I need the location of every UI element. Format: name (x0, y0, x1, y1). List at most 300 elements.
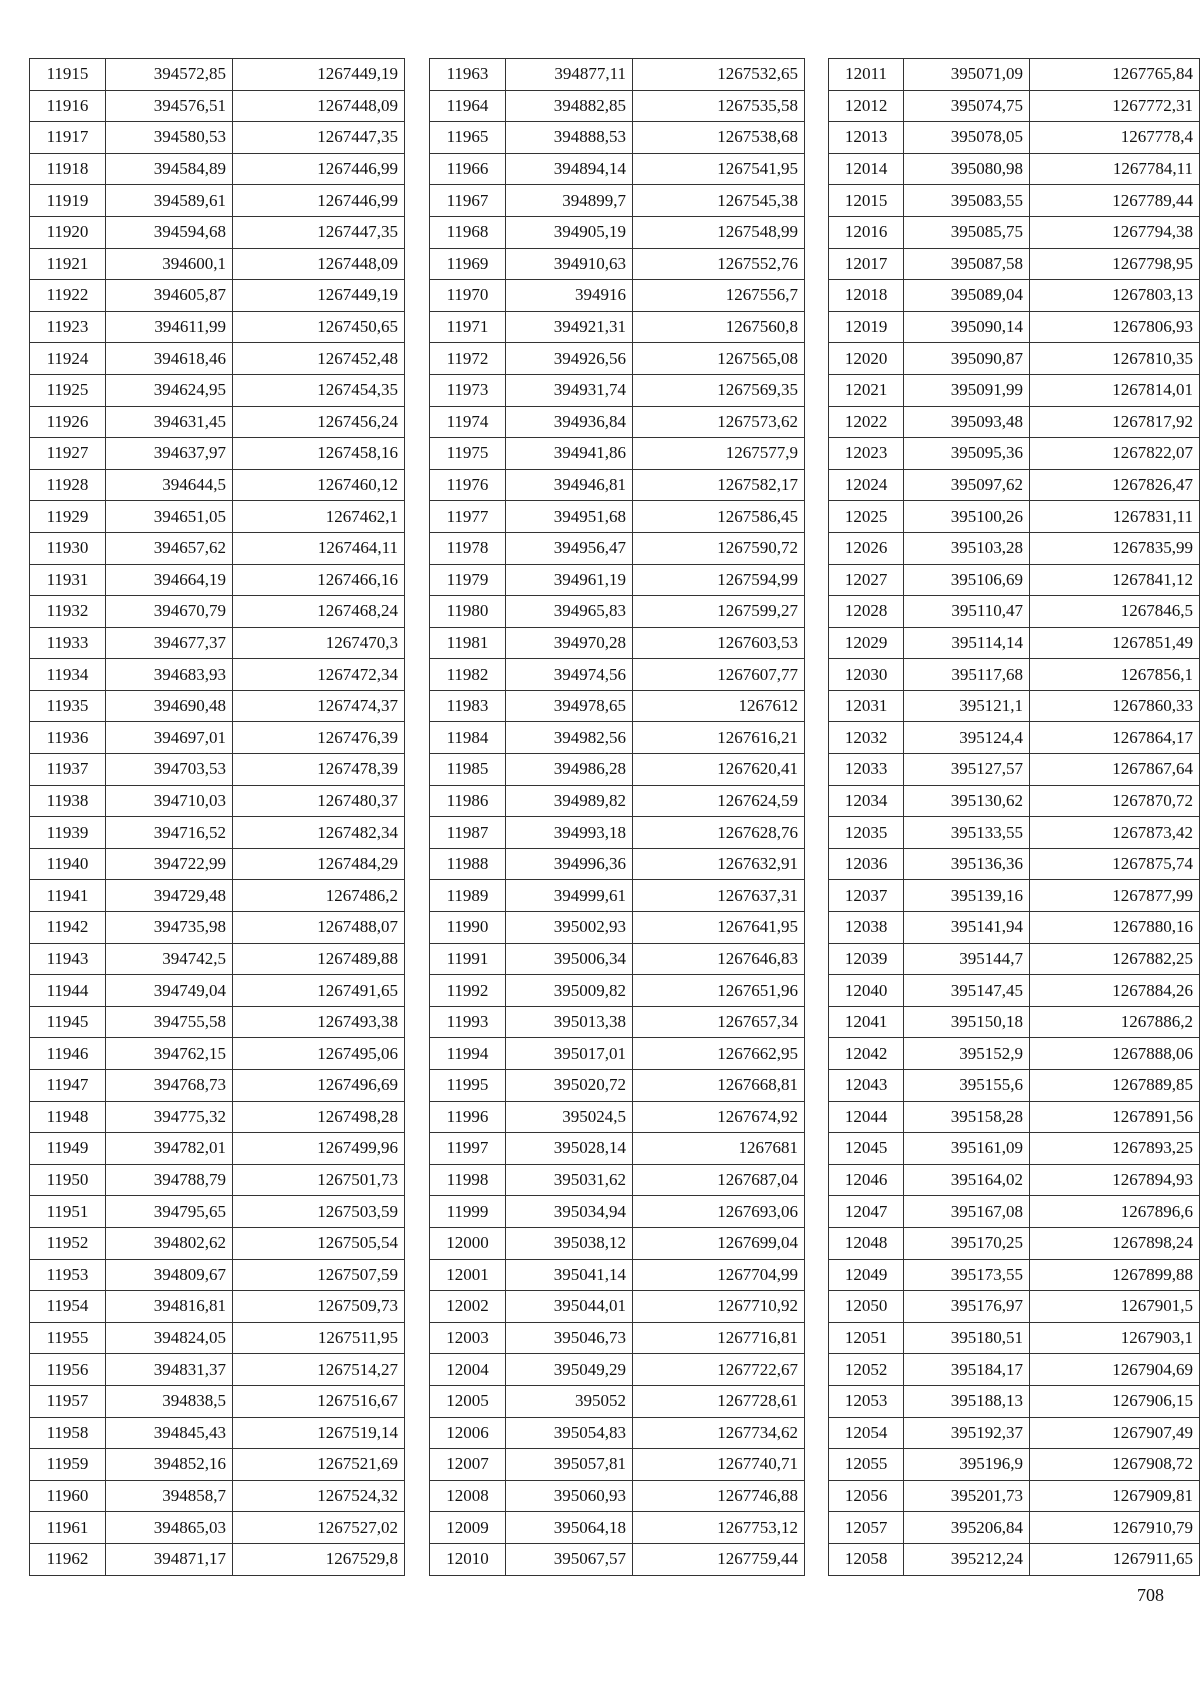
x-coordinate-cell: 394677,37 (106, 627, 233, 659)
table-row (30, 690, 405, 722)
point-number-cell: 11983 (430, 690, 506, 722)
y-coordinate-cell: 1267620,41 (633, 754, 805, 786)
y-coordinate-cell: 1267503,59 (233, 1196, 405, 1228)
x-coordinate-cell: 395206,84 (904, 1512, 1030, 1544)
table-row (30, 1070, 405, 1102)
y-coordinate-cell: 1267447,35 (233, 216, 405, 248)
x-coordinate-cell: 394670,79 (106, 596, 233, 628)
point-number-cell: 11920 (30, 216, 106, 248)
point-number-cell: 11976 (430, 469, 506, 501)
point-number-cell: 11937 (30, 754, 106, 786)
x-coordinate-cell: 395150,18 (904, 1006, 1030, 1038)
y-coordinate-cell: 1267814,01 (1030, 374, 1200, 406)
x-coordinate-cell: 394865,03 (106, 1512, 233, 1544)
y-coordinate-cell: 1267909,81 (1030, 1480, 1200, 1512)
y-coordinate-cell: 1267535,58 (633, 90, 805, 122)
table-row (30, 438, 405, 470)
x-coordinate-cell: 395161,09 (904, 1133, 1030, 1165)
table-row (30, 1196, 405, 1228)
table-row (430, 1449, 805, 1481)
table-row (30, 1227, 405, 1259)
x-coordinate-cell: 394683,93 (106, 659, 233, 691)
y-coordinate-cell: 1267646,83 (633, 943, 805, 975)
x-coordinate-cell: 394838,5 (106, 1385, 233, 1417)
y-coordinate-cell: 1267784,11 (1030, 153, 1200, 185)
x-coordinate-cell: 394905,19 (506, 216, 633, 248)
table-row (430, 374, 805, 406)
table-row (829, 122, 1200, 154)
y-coordinate-cell: 1267529,8 (233, 1543, 405, 1575)
point-number-cell: 11999 (430, 1196, 506, 1228)
y-coordinate-cell: 1267864,17 (1030, 722, 1200, 754)
point-number-cell: 11974 (430, 406, 506, 438)
y-coordinate-cell: 1267806,93 (1030, 311, 1200, 343)
table-row (829, 1101, 1200, 1133)
point-number-cell: 12033 (829, 754, 904, 786)
table-row (430, 848, 805, 880)
point-number-cell: 11928 (30, 469, 106, 501)
x-coordinate-cell: 394611,99 (106, 311, 233, 343)
y-coordinate-cell: 1267470,3 (233, 627, 405, 659)
point-number-cell: 11987 (430, 817, 506, 849)
table-row (30, 1480, 405, 1512)
x-coordinate-cell: 394961,19 (506, 564, 633, 596)
table-row (430, 1006, 805, 1038)
point-number-cell: 12011 (829, 59, 904, 91)
x-coordinate-cell: 394970,28 (506, 627, 633, 659)
table-row (430, 216, 805, 248)
y-coordinate-cell: 1267794,38 (1030, 216, 1200, 248)
point-number-cell: 11982 (430, 659, 506, 691)
y-coordinate-cell: 1267734,62 (633, 1417, 805, 1449)
y-coordinate-cell: 1267888,06 (1030, 1038, 1200, 1070)
x-coordinate-cell: 395114,14 (904, 627, 1030, 659)
table-row (30, 817, 405, 849)
point-number-cell: 12022 (829, 406, 904, 438)
x-coordinate-cell: 394993,18 (506, 817, 633, 849)
point-number-cell: 11966 (430, 153, 506, 185)
x-coordinate-cell: 395093,48 (904, 406, 1030, 438)
x-coordinate-cell: 395017,01 (506, 1038, 633, 1070)
x-coordinate-cell: 395080,98 (904, 153, 1030, 185)
table-row (430, 469, 805, 501)
point-number-cell: 12024 (829, 469, 904, 501)
x-coordinate-cell: 394936,84 (506, 406, 633, 438)
table-row (430, 1291, 805, 1323)
y-coordinate-cell: 1267474,37 (233, 690, 405, 722)
table-row (30, 975, 405, 1007)
y-coordinate-cell: 1267594,99 (633, 564, 805, 596)
y-coordinate-cell: 1267778,4 (1030, 122, 1200, 154)
point-number-cell: 12030 (829, 659, 904, 691)
point-number-cell: 12006 (430, 1417, 506, 1449)
table-row (430, 501, 805, 533)
point-number-cell: 12031 (829, 690, 904, 722)
x-coordinate-cell: 394916 (506, 280, 633, 312)
y-coordinate-cell: 1267456,24 (233, 406, 405, 438)
y-coordinate-cell: 1267632,91 (633, 848, 805, 880)
y-coordinate-cell: 1267493,38 (233, 1006, 405, 1038)
x-coordinate-cell: 395006,34 (506, 943, 633, 975)
y-coordinate-cell: 1267903,1 (1030, 1322, 1200, 1354)
x-coordinate-cell: 394775,32 (106, 1101, 233, 1133)
table-row (30, 185, 405, 217)
coordinates-table-3 (828, 58, 1200, 1576)
table-row (829, 1259, 1200, 1291)
point-number-cell: 12053 (829, 1385, 904, 1417)
point-number-cell: 12014 (829, 153, 904, 185)
point-number-cell: 11943 (30, 943, 106, 975)
x-coordinate-cell: 395013,38 (506, 1006, 633, 1038)
point-number-cell: 12036 (829, 848, 904, 880)
point-number-cell: 12000 (430, 1227, 506, 1259)
point-number-cell: 11927 (30, 438, 106, 470)
y-coordinate-cell: 1267901,5 (1030, 1291, 1200, 1323)
y-coordinate-cell: 1267910,79 (1030, 1512, 1200, 1544)
y-coordinate-cell: 1267674,92 (633, 1101, 805, 1133)
table-row (30, 1449, 405, 1481)
y-coordinate-cell: 1267870,72 (1030, 785, 1200, 817)
y-coordinate-cell: 1267466,16 (233, 564, 405, 596)
x-coordinate-cell: 395147,45 (904, 975, 1030, 1007)
x-coordinate-cell: 395117,68 (904, 659, 1030, 691)
y-coordinate-cell: 1267803,13 (1030, 280, 1200, 312)
table-row (430, 280, 805, 312)
y-coordinate-cell: 1267907,49 (1030, 1417, 1200, 1449)
table-row (829, 817, 1200, 849)
point-number-cell: 11997 (430, 1133, 506, 1165)
table-row (430, 627, 805, 659)
y-coordinate-cell: 1267607,77 (633, 659, 805, 691)
x-coordinate-cell: 395034,94 (506, 1196, 633, 1228)
table-row (829, 90, 1200, 122)
x-coordinate-cell: 395024,5 (506, 1101, 633, 1133)
x-coordinate-cell: 394996,36 (506, 848, 633, 880)
table-row (30, 627, 405, 659)
table-row (30, 59, 405, 91)
y-coordinate-cell: 1267687,04 (633, 1164, 805, 1196)
point-number-cell: 11980 (430, 596, 506, 628)
table-row (829, 501, 1200, 533)
table-row (829, 722, 1200, 754)
x-coordinate-cell: 394978,65 (506, 690, 633, 722)
y-coordinate-cell: 1267505,54 (233, 1227, 405, 1259)
point-number-cell: 11985 (430, 754, 506, 786)
x-coordinate-cell: 394852,16 (106, 1449, 233, 1481)
point-number-cell: 11924 (30, 343, 106, 375)
table-row (829, 848, 1200, 880)
table-row (30, 1164, 405, 1196)
x-coordinate-cell: 395044,01 (506, 1291, 633, 1323)
y-coordinate-cell: 1267891,56 (1030, 1101, 1200, 1133)
x-coordinate-cell: 395121,1 (904, 690, 1030, 722)
table-row (30, 1512, 405, 1544)
y-coordinate-cell: 1267882,25 (1030, 943, 1200, 975)
y-coordinate-cell: 1267577,9 (633, 438, 805, 470)
table-row (430, 122, 805, 154)
y-coordinate-cell: 1267458,16 (233, 438, 405, 470)
table-row (30, 532, 405, 564)
x-coordinate-cell: 395212,24 (904, 1543, 1030, 1575)
y-coordinate-cell: 1267478,39 (233, 754, 405, 786)
point-number-cell: 11939 (30, 817, 106, 849)
table-row (430, 1385, 805, 1417)
x-coordinate-cell: 394716,52 (106, 817, 233, 849)
point-number-cell: 11971 (430, 311, 506, 343)
x-coordinate-cell: 394982,56 (506, 722, 633, 754)
y-coordinate-cell: 1267710,92 (633, 1291, 805, 1323)
y-coordinate-cell: 1267573,62 (633, 406, 805, 438)
table-row (829, 596, 1200, 628)
y-coordinate-cell: 1267798,95 (1030, 248, 1200, 280)
x-coordinate-cell: 395071,09 (904, 59, 1030, 91)
y-coordinate-cell: 1267552,76 (633, 248, 805, 280)
x-coordinate-cell: 395106,69 (904, 564, 1030, 596)
table-row (430, 1070, 805, 1102)
y-coordinate-cell: 1267860,33 (1030, 690, 1200, 722)
x-coordinate-cell: 394618,46 (106, 343, 233, 375)
point-number-cell: 12056 (829, 1480, 904, 1512)
point-number-cell: 12025 (829, 501, 904, 533)
y-coordinate-cell: 1267817,92 (1030, 406, 1200, 438)
x-coordinate-cell: 394816,81 (106, 1291, 233, 1323)
y-coordinate-cell: 1267899,88 (1030, 1259, 1200, 1291)
table-row (30, 912, 405, 944)
x-coordinate-cell: 394809,67 (106, 1259, 233, 1291)
y-coordinate-cell: 1267480,37 (233, 785, 405, 817)
y-coordinate-cell: 1267488,07 (233, 912, 405, 944)
point-number-cell: 12034 (829, 785, 904, 817)
x-coordinate-cell: 395091,99 (904, 374, 1030, 406)
y-coordinate-cell: 1267693,06 (633, 1196, 805, 1228)
x-coordinate-cell: 394882,85 (506, 90, 633, 122)
table-row (30, 280, 405, 312)
table-row (30, 90, 405, 122)
y-coordinate-cell: 1267450,65 (233, 311, 405, 343)
point-number-cell: 11958 (30, 1417, 106, 1449)
point-number-cell: 11988 (430, 848, 506, 880)
table-row (30, 1133, 405, 1165)
y-coordinate-cell: 1267759,44 (633, 1543, 805, 1575)
point-number-cell: 11915 (30, 59, 106, 91)
y-coordinate-cell: 1267728,61 (633, 1385, 805, 1417)
x-coordinate-cell: 395144,7 (904, 943, 1030, 975)
x-coordinate-cell: 395020,72 (506, 1070, 633, 1102)
table-row (430, 1543, 805, 1575)
point-number-cell: 12044 (829, 1101, 904, 1133)
y-coordinate-cell: 1267877,99 (1030, 880, 1200, 912)
point-number-cell: 11995 (430, 1070, 506, 1102)
x-coordinate-cell: 394795,65 (106, 1196, 233, 1228)
table-row (30, 848, 405, 880)
table-row (829, 1417, 1200, 1449)
point-number-cell: 11998 (430, 1164, 506, 1196)
table-row (829, 216, 1200, 248)
point-number-cell: 12017 (829, 248, 904, 280)
point-number-cell: 11925 (30, 374, 106, 406)
x-coordinate-cell: 394624,95 (106, 374, 233, 406)
table-row (30, 343, 405, 375)
point-number-cell: 12018 (829, 280, 904, 312)
y-coordinate-cell: 1267462,1 (233, 501, 405, 533)
point-number-cell: 11944 (30, 975, 106, 1007)
table-row (829, 1354, 1200, 1386)
table-row (829, 754, 1200, 786)
point-number-cell: 11965 (430, 122, 506, 154)
y-coordinate-cell: 1267532,65 (633, 59, 805, 91)
y-coordinate-cell: 1267624,59 (633, 785, 805, 817)
table-row (829, 1227, 1200, 1259)
point-number-cell: 12051 (829, 1322, 904, 1354)
y-coordinate-cell: 1267704,99 (633, 1259, 805, 1291)
table-row (30, 1385, 405, 1417)
x-coordinate-cell: 394956,47 (506, 532, 633, 564)
table-row (829, 438, 1200, 470)
x-coordinate-cell: 395196,9 (904, 1449, 1030, 1481)
point-number-cell: 11934 (30, 659, 106, 691)
table-row (30, 880, 405, 912)
table-row (30, 469, 405, 501)
point-number-cell: 12005 (430, 1385, 506, 1417)
x-coordinate-cell: 394710,03 (106, 785, 233, 817)
point-number-cell: 11973 (430, 374, 506, 406)
table-row (829, 1006, 1200, 1038)
table-row (829, 1196, 1200, 1228)
point-number-cell: 11977 (430, 501, 506, 533)
x-coordinate-cell: 395158,28 (904, 1101, 1030, 1133)
table-row (829, 248, 1200, 280)
y-coordinate-cell: 1267637,31 (633, 880, 805, 912)
table-row (829, 1164, 1200, 1196)
x-coordinate-cell: 394831,37 (106, 1354, 233, 1386)
point-number-cell: 12007 (430, 1449, 506, 1481)
y-coordinate-cell: 1267472,34 (233, 659, 405, 691)
y-coordinate-cell: 1267484,29 (233, 848, 405, 880)
y-coordinate-cell: 1267541,95 (633, 153, 805, 185)
table-row (430, 311, 805, 343)
table-row (829, 785, 1200, 817)
y-coordinate-cell: 1267657,34 (633, 1006, 805, 1038)
y-coordinate-cell: 1267616,21 (633, 722, 805, 754)
y-coordinate-cell: 1267495,06 (233, 1038, 405, 1070)
table-row (30, 1259, 405, 1291)
y-coordinate-cell: 1267486,2 (233, 880, 405, 912)
x-coordinate-cell: 395176,97 (904, 1291, 1030, 1323)
point-number-cell: 12054 (829, 1417, 904, 1449)
point-number-cell: 12026 (829, 532, 904, 564)
table-row (829, 912, 1200, 944)
page-number: 708 (1137, 1585, 1164, 1605)
x-coordinate-cell: 394605,87 (106, 280, 233, 312)
point-number-cell: 11962 (30, 1543, 106, 1575)
x-coordinate-cell: 395028,14 (506, 1133, 633, 1165)
coordinates-table-1 (29, 58, 405, 1576)
y-coordinate-cell: 1267699,04 (633, 1227, 805, 1259)
point-number-cell: 11979 (430, 564, 506, 596)
point-number-cell: 11970 (430, 280, 506, 312)
point-number-cell: 11967 (430, 185, 506, 217)
table-row (430, 722, 805, 754)
table-row (430, 1512, 805, 1544)
y-coordinate-cell: 1267565,08 (633, 343, 805, 375)
y-coordinate-cell: 1267448,09 (233, 248, 405, 280)
x-coordinate-cell: 394572,85 (106, 59, 233, 91)
y-coordinate-cell: 1267507,59 (233, 1259, 405, 1291)
point-number-cell: 12020 (829, 343, 904, 375)
point-number-cell: 12010 (430, 1543, 506, 1575)
y-coordinate-cell: 1267681 (633, 1133, 805, 1165)
y-coordinate-cell: 1267538,68 (633, 122, 805, 154)
table-row (430, 59, 805, 91)
point-number-cell: 12052 (829, 1354, 904, 1386)
point-number-cell: 11947 (30, 1070, 106, 1102)
point-number-cell: 11916 (30, 90, 106, 122)
point-number-cell: 12039 (829, 943, 904, 975)
x-coordinate-cell: 395090,87 (904, 343, 1030, 375)
table-row (829, 1291, 1200, 1323)
table-row (30, 1417, 405, 1449)
y-coordinate-cell: 1267906,15 (1030, 1385, 1200, 1417)
y-coordinate-cell: 1267898,24 (1030, 1227, 1200, 1259)
point-number-cell: 12040 (829, 975, 904, 1007)
point-number-cell: 12035 (829, 817, 904, 849)
point-number-cell: 11935 (30, 690, 106, 722)
point-number-cell: 11964 (430, 90, 506, 122)
y-coordinate-cell: 1267545,38 (633, 185, 805, 217)
y-coordinate-cell: 1267514,27 (233, 1354, 405, 1386)
y-coordinate-cell: 1267851,49 (1030, 627, 1200, 659)
y-coordinate-cell: 1267464,11 (233, 532, 405, 564)
x-coordinate-cell: 395052 (506, 1385, 633, 1417)
x-coordinate-cell: 394762,15 (106, 1038, 233, 1070)
y-coordinate-cell: 1267468,24 (233, 596, 405, 628)
point-number-cell: 12015 (829, 185, 904, 217)
point-number-cell: 12032 (829, 722, 904, 754)
table-row (30, 943, 405, 975)
table-row (430, 406, 805, 438)
y-coordinate-cell: 1267569,35 (633, 374, 805, 406)
point-number-cell: 11946 (30, 1038, 106, 1070)
point-number-cell: 11926 (30, 406, 106, 438)
table-row (430, 754, 805, 786)
point-number-cell: 11975 (430, 438, 506, 470)
x-coordinate-cell: 394782,01 (106, 1133, 233, 1165)
point-number-cell: 12004 (430, 1354, 506, 1386)
y-coordinate-cell: 1267746,88 (633, 1480, 805, 1512)
y-coordinate-cell: 1267911,65 (1030, 1543, 1200, 1575)
x-coordinate-cell: 394989,82 (506, 785, 633, 817)
y-coordinate-cell: 1267448,09 (233, 90, 405, 122)
y-coordinate-cell: 1267582,17 (633, 469, 805, 501)
table-row (430, 1196, 805, 1228)
y-coordinate-cell: 1267826,47 (1030, 469, 1200, 501)
x-coordinate-cell: 395067,57 (506, 1543, 633, 1575)
y-coordinate-cell: 1267516,67 (233, 1385, 405, 1417)
x-coordinate-cell: 394921,31 (506, 311, 633, 343)
table-row (30, 1291, 405, 1323)
y-coordinate-cell: 1267501,73 (233, 1164, 405, 1196)
point-number-cell: 11922 (30, 280, 106, 312)
y-coordinate-cell: 1267740,71 (633, 1449, 805, 1481)
point-number-cell: 11945 (30, 1006, 106, 1038)
x-coordinate-cell: 395130,62 (904, 785, 1030, 817)
table-row (30, 754, 405, 786)
point-number-cell: 12008 (430, 1480, 506, 1512)
table-row (30, 374, 405, 406)
point-number-cell: 12050 (829, 1291, 904, 1323)
x-coordinate-cell: 395180,51 (904, 1322, 1030, 1354)
table-row (829, 659, 1200, 691)
